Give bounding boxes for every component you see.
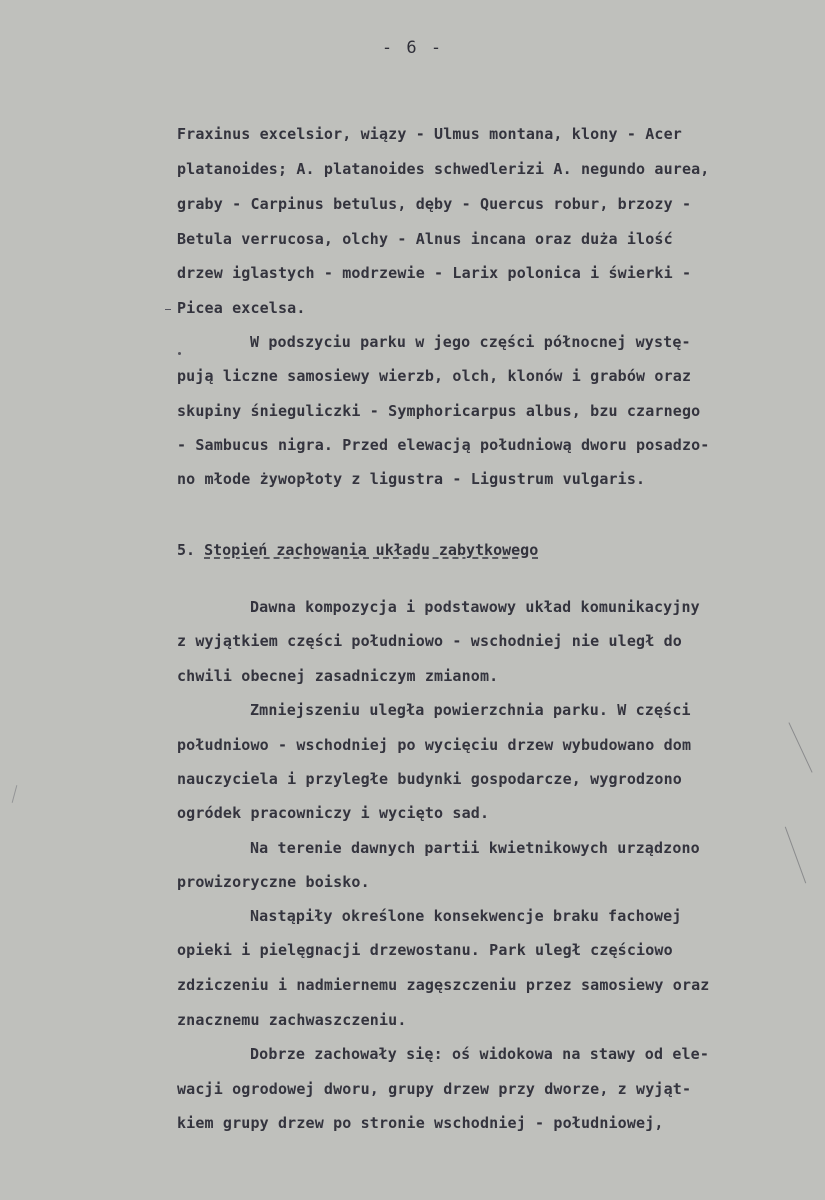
text-line: W podszyciu parku w jego części północnej wystę- [250,333,691,351]
text-line: pują liczne samosiewy wierzb, olch, klonów i grabów oraz [177,367,692,385]
text-line: graby - Carpinus betulus, dęby - Quercus robur, brzozy - [177,195,692,213]
text-line: znacznemu zachwaszczeniu. [177,1011,407,1029]
text-line: Dawna kompozycja i podstawowy układ komunikacyjny [250,598,700,616]
text-line: chwili obecnej zasadniczym zmianom. [177,667,499,685]
page-number: - 6 - [381,38,444,58]
text-line: Nastąpiły określone konsekwencje braku fachowej [250,907,682,925]
text-line: Na terenie dawnych partii kwietnikowych urządzono [250,839,700,857]
text-line: skupiny śnieguliczki - Symphoricarpus albus, bzu czarnego [177,402,701,420]
section-heading [177,540,538,560]
text-line: nauczyciela i przyległe budynki gospodarcze, wygrodzono [177,770,682,788]
text-line: ogródek pracowniczy i wycięto sad. [177,804,490,822]
scan-mark [178,352,181,355]
text-line: Betula verrucosa, olchy - Alnus incana oraz duża ilość [177,230,673,248]
text-line: drzew iglastych - modrzewie - Larix polonica i świerki - [177,264,692,282]
text-line: Zmniejszeniu uległa powierzchnia parku. W części [250,701,691,719]
text-line: - Sambucus nigra. Przed elewacją południową dworu posadzo- [177,436,710,454]
text-line: opieki i pielęgnacji drzewostanu. Park uległ częściowo [177,941,673,959]
text-line: platanoides; A. platanoides schwedlerizi A. negundo aurea, [177,160,710,178]
text-line: Fraxinus excelsior, wiązy - Ulmus montana, klony - Acer [177,125,682,143]
text-line: Dobrze zachowały się: oś widokowa na stawy od ele- [250,1045,710,1063]
text-line: wacji ogrodowej dworu, grupy drzew przy dworze, z wyjąt- [177,1080,692,1098]
text-line: prowizoryczne boisko. [177,873,370,891]
text-line: no młode żywopłoty z ligustra - Ligustrum vulgaris. [177,470,646,488]
section-number: 5. [177,541,196,559]
section-title: Stopień zachowania układu zabytkowego [204,541,539,559]
scan-mark [12,785,18,803]
text-line: zdziczeniu i nadmiernemu zagęszczeniu przez samosiewy oraz [177,976,710,994]
text-line: Picea excelsa. [177,299,306,317]
scan-mark [788,722,812,772]
text-line: południowo - wschodniej po wycięciu drzew wybudowano dom [177,736,692,754]
text-line: z wyjątkiem części południowo - wschodniej nie uległ do [177,632,682,650]
text-line: kiem grupy drzew po stronie wschodniej - południowej, [177,1114,664,1132]
scan-mark [165,309,171,310]
